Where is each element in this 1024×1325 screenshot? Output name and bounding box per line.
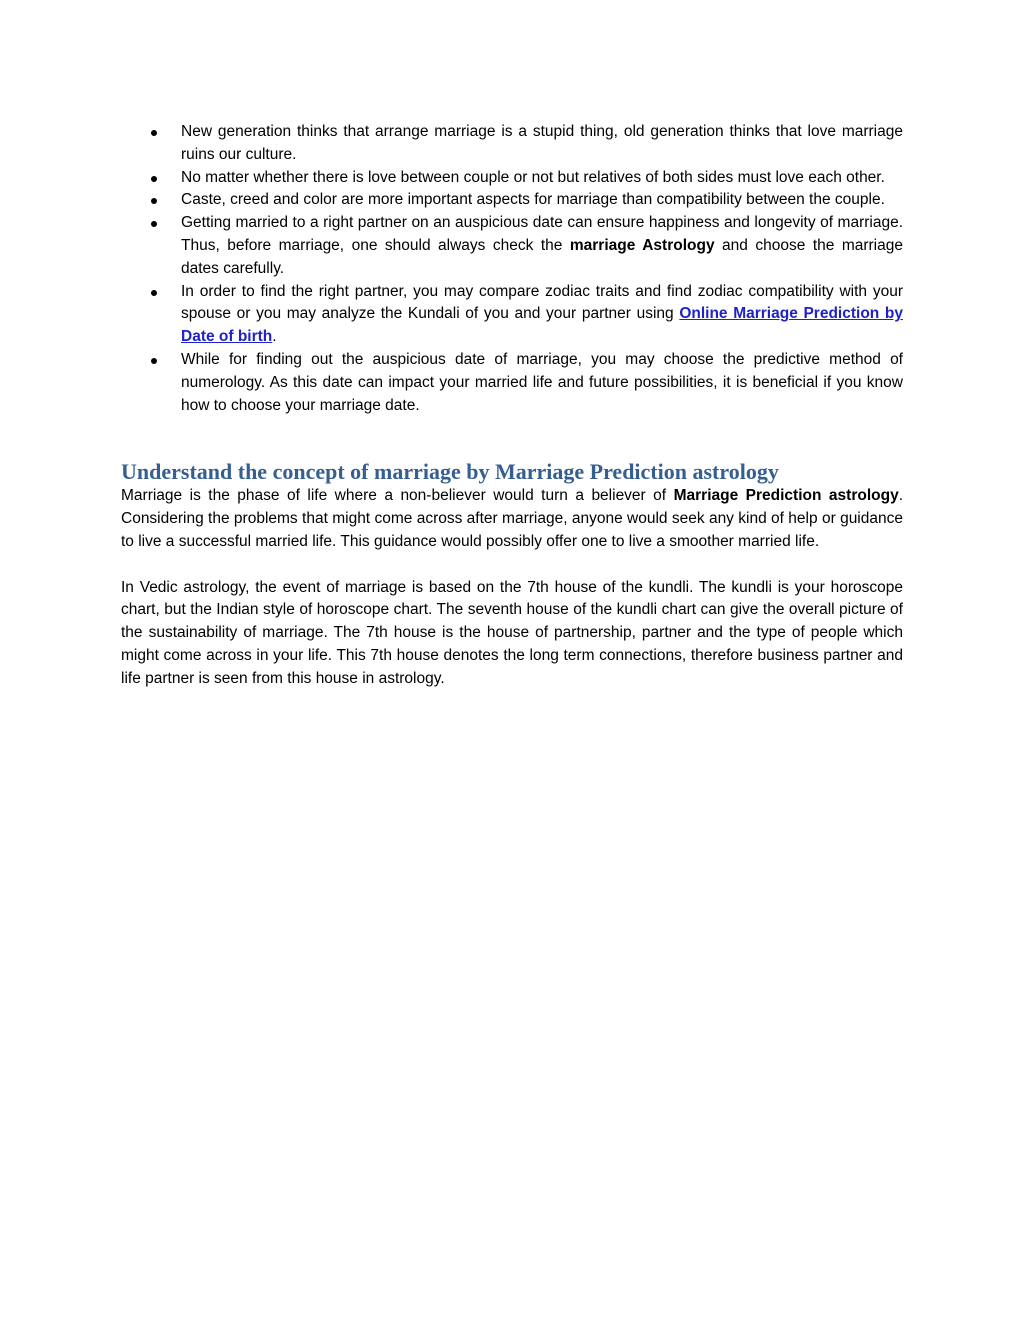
- paragraph: [121, 485, 903, 553]
- paragraph: In Vedic astrology, the event of marriage is based on the 7th house of the kundli. The kundli is your horoscope chart, but the Indian style of horoscope chart. The seventh house of the kundli chart can give the overall picture of the sustainability of marriage. The 7th house is the house of partnership, partner and the type of people which might come across in your life. This 7th house denotes the long term connections, therefore business partner and life partner is seen from this house in astrology.: [121, 578, 903, 687]
- bullet-icon: [151, 176, 157, 182]
- bold-keyword: Marriage Prediction astrology: [673, 487, 899, 505]
- list-item: [121, 349, 903, 417]
- bullet-icon: [151, 198, 157, 204]
- bullet-icon: [151, 130, 157, 136]
- list-item: [121, 167, 903, 190]
- paragraph-text: Marriage is the phase of life where a non-believer would turn a believer of: [121, 487, 674, 505]
- bullet-icon: [151, 358, 157, 364]
- list-item: [121, 281, 903, 349]
- section-heading: Understand the concept of marriage by Marriage Prediction astrology: [121, 459, 779, 485]
- bullet-text: While for finding out the auspicious date of marriage, you may choose the predictive method of numerology. As this date can impact your married life and future possibilities, it is beneficial if you know how to choose your marriage date.: [181, 350, 903, 414]
- online-marriage-prediction-link[interactable]: Online Marriage Prediction by Date of birth: [181, 305, 904, 346]
- bullet-icon: [151, 221, 157, 227]
- bullet-text: and choose the marriage dates carefully.: [181, 236, 903, 277]
- bullet-list: [121, 121, 903, 417]
- bullet-text: New generation thinks that arrange marriage is a stupid thing, old generation thinks that love marriage ruins our culture.: [181, 123, 903, 163]
- document-page: [121, 121, 903, 691]
- bullet-text: No matter whether there is love between couple or not but relatives of both sides must love each other.: [181, 168, 885, 186]
- bullet-text: Getting married to a right partner on an auspicious date can ensure happiness and longevity of marriage. Thus, before marriage, one should always check the: [181, 214, 903, 254]
- bullet-icon: [151, 290, 157, 296]
- bullet-text: .: [272, 328, 277, 346]
- bullet-text: Caste, creed and color are more important aspects for marriage than compatibility between the couple.: [181, 191, 885, 209]
- bullet-text: In order to find the right partner, you may compare zodiac traits and find zodiac compatibility with your spouse or you may analyze the Kundali of you and your partner using: [181, 282, 903, 323]
- list-item: [121, 189, 903, 212]
- paragraph-text: . Considering the problems that might come across after marriage, anyone would seek any kind of help or guidance to live a successful married life. This guidance would possibly offer one to live a smoother married life.: [121, 487, 904, 550]
- list-item: [121, 212, 903, 280]
- list-item: [121, 121, 903, 167]
- bold-keyword: marriage Astrology: [569, 236, 715, 254]
